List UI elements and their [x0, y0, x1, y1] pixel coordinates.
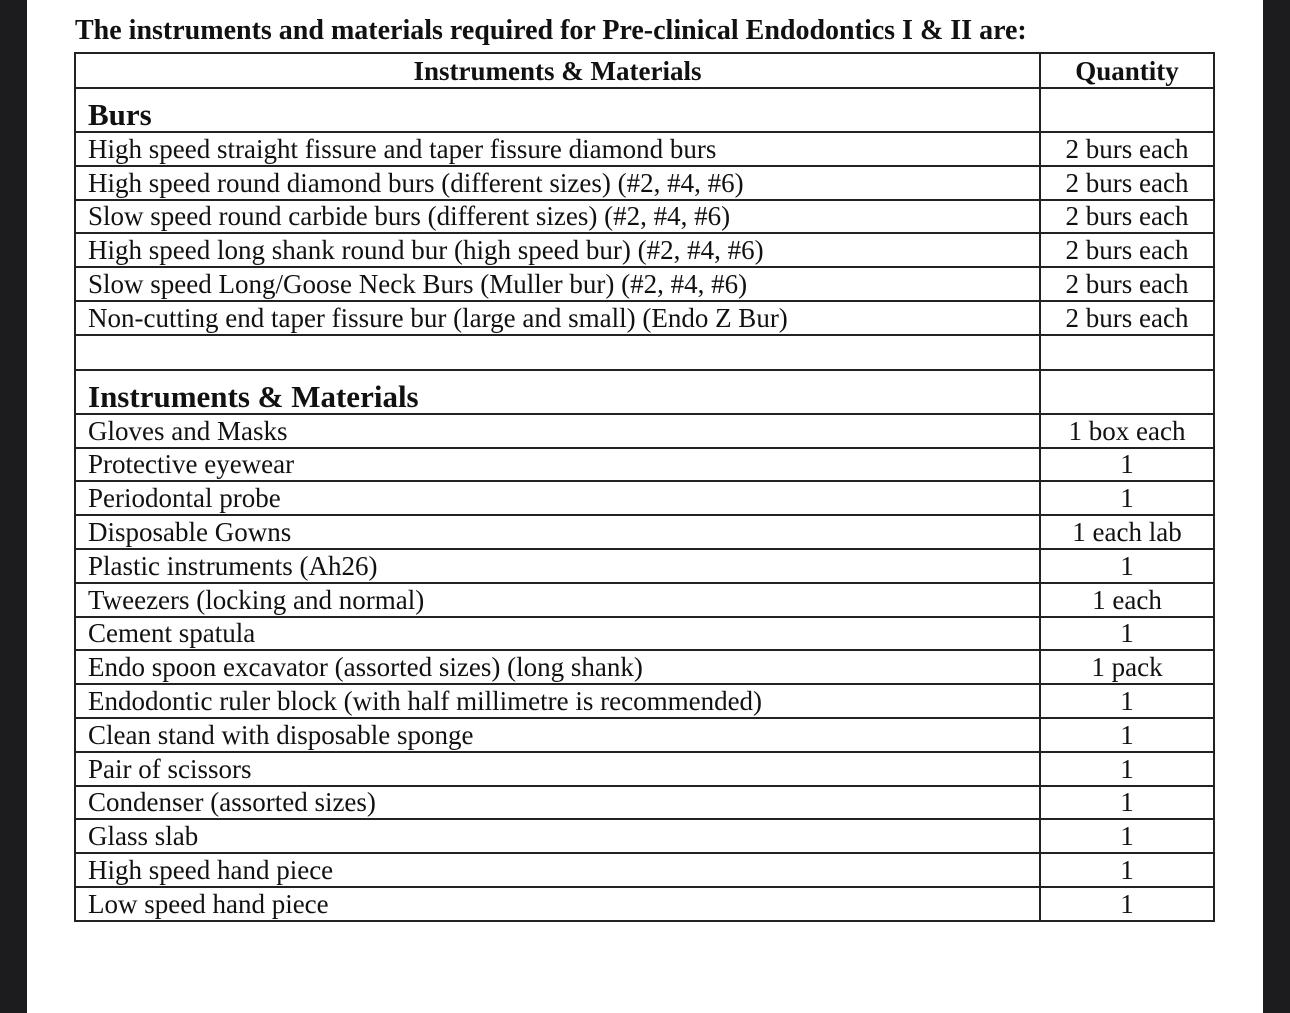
item-cell: Periodontal probe	[75, 481, 1040, 515]
quantity-cell: 1	[1040, 617, 1214, 651]
quantity-cell: 1	[1040, 786, 1214, 820]
table-row	[75, 887, 1214, 921]
section-qty-empty	[1040, 88, 1214, 132]
quantity-cell: 1	[1040, 853, 1214, 887]
header-items: Instruments & Materials	[75, 53, 1040, 88]
table-row	[75, 650, 1214, 684]
table-row	[75, 166, 1214, 200]
quantity-cell: 1 pack	[1040, 650, 1214, 684]
table-row	[75, 200, 1214, 234]
table-row	[75, 448, 1214, 482]
quantity-cell: 2 burs each	[1040, 233, 1214, 267]
quantity-cell: 1 each	[1040, 583, 1214, 617]
table-row	[75, 617, 1214, 651]
table-row	[75, 786, 1214, 820]
section-heading-instruments: Instruments & Materials	[75, 370, 1040, 414]
quantity-cell: 2 burs each	[1040, 200, 1214, 234]
item-cell: High speed straight fissure and taper fissure diamond burs	[75, 132, 1040, 166]
table-row	[75, 267, 1214, 301]
item-cell: Protective eyewear	[75, 448, 1040, 482]
item-cell: Low speed hand piece	[75, 887, 1040, 921]
item-cell: Plastic instruments (Ah26)	[75, 549, 1040, 583]
quantity-cell: 1	[1040, 752, 1214, 786]
quantity-cell: 1	[1040, 718, 1214, 752]
quantity-cell: 1	[1040, 448, 1214, 482]
item-cell: High speed hand piece	[75, 853, 1040, 887]
equipment-table	[74, 52, 1215, 922]
table-row	[75, 132, 1214, 166]
item-cell: Gloves and Masks	[75, 414, 1040, 448]
item-cell: High speed long shank round bur (high speed bur) (#2, #4, #6)	[75, 233, 1040, 267]
quantity-cell: 1	[1040, 549, 1214, 583]
table-header-row	[75, 53, 1214, 88]
table-row	[75, 549, 1214, 583]
section-qty-empty	[1040, 370, 1214, 414]
table-row	[75, 684, 1214, 718]
table-row	[75, 752, 1214, 786]
item-cell: Disposable Gowns	[75, 515, 1040, 549]
quantity-cell: 1	[1040, 887, 1214, 921]
item-cell: Clean stand with disposable sponge	[75, 718, 1040, 752]
table-row	[75, 414, 1214, 448]
quantity-cell: 2 burs each	[1040, 301, 1214, 335]
item-cell: Non-cutting end taper fissure bur (large and small) (Endo Z Bur)	[75, 301, 1040, 335]
quantity-cell: 2 burs each	[1040, 267, 1214, 301]
table-row	[75, 853, 1214, 887]
table-row	[75, 515, 1214, 549]
item-cell: Endo spoon excavator (assorted sizes) (long shank)	[75, 650, 1040, 684]
quantity-cell: 1	[1040, 481, 1214, 515]
section-row-instruments	[75, 370, 1214, 414]
header-quantity: Quantity	[1040, 53, 1214, 88]
table-row	[75, 481, 1214, 515]
table-row	[75, 301, 1214, 335]
table-row	[75, 819, 1214, 853]
quantity-cell: 1 each lab	[1040, 515, 1214, 549]
item-cell: Endodontic ruler block (with half millimetre is recommended)	[75, 684, 1040, 718]
quantity-cell: 2 burs each	[1040, 132, 1214, 166]
table-row	[75, 718, 1214, 752]
document-title: The instruments and materials required for Pre-clinical Endodontics I & II are:	[75, 15, 1027, 46]
table-row	[75, 233, 1214, 267]
section-heading-burs: Burs	[75, 88, 1040, 132]
quantity-cell: 1	[1040, 819, 1214, 853]
item-cell: Pair of scissors	[75, 752, 1040, 786]
item-cell: Tweezers (locking and normal)	[75, 583, 1040, 617]
quantity-cell: 1 box each	[1040, 414, 1214, 448]
item-cell: Cement spatula	[75, 617, 1040, 651]
spacer-cell	[1040, 335, 1214, 370]
section-row-burs	[75, 88, 1214, 132]
quantity-cell: 2 burs each	[1040, 166, 1214, 200]
document-page	[27, 0, 1263, 1013]
item-cell: Condenser (assorted sizes)	[75, 786, 1040, 820]
item-cell: Slow speed Long/Goose Neck Burs (Muller bur) (#2, #4, #6)	[75, 267, 1040, 301]
item-cell: High speed round diamond burs (different sizes) (#2, #4, #6)	[75, 166, 1040, 200]
quantity-cell: 1	[1040, 684, 1214, 718]
item-cell: Slow speed round carbide burs (different sizes) (#2, #4, #6)	[75, 200, 1040, 234]
item-cell: Glass slab	[75, 819, 1040, 853]
spacer-cell	[75, 335, 1040, 370]
spacer-row	[75, 335, 1214, 370]
table-row	[75, 583, 1214, 617]
